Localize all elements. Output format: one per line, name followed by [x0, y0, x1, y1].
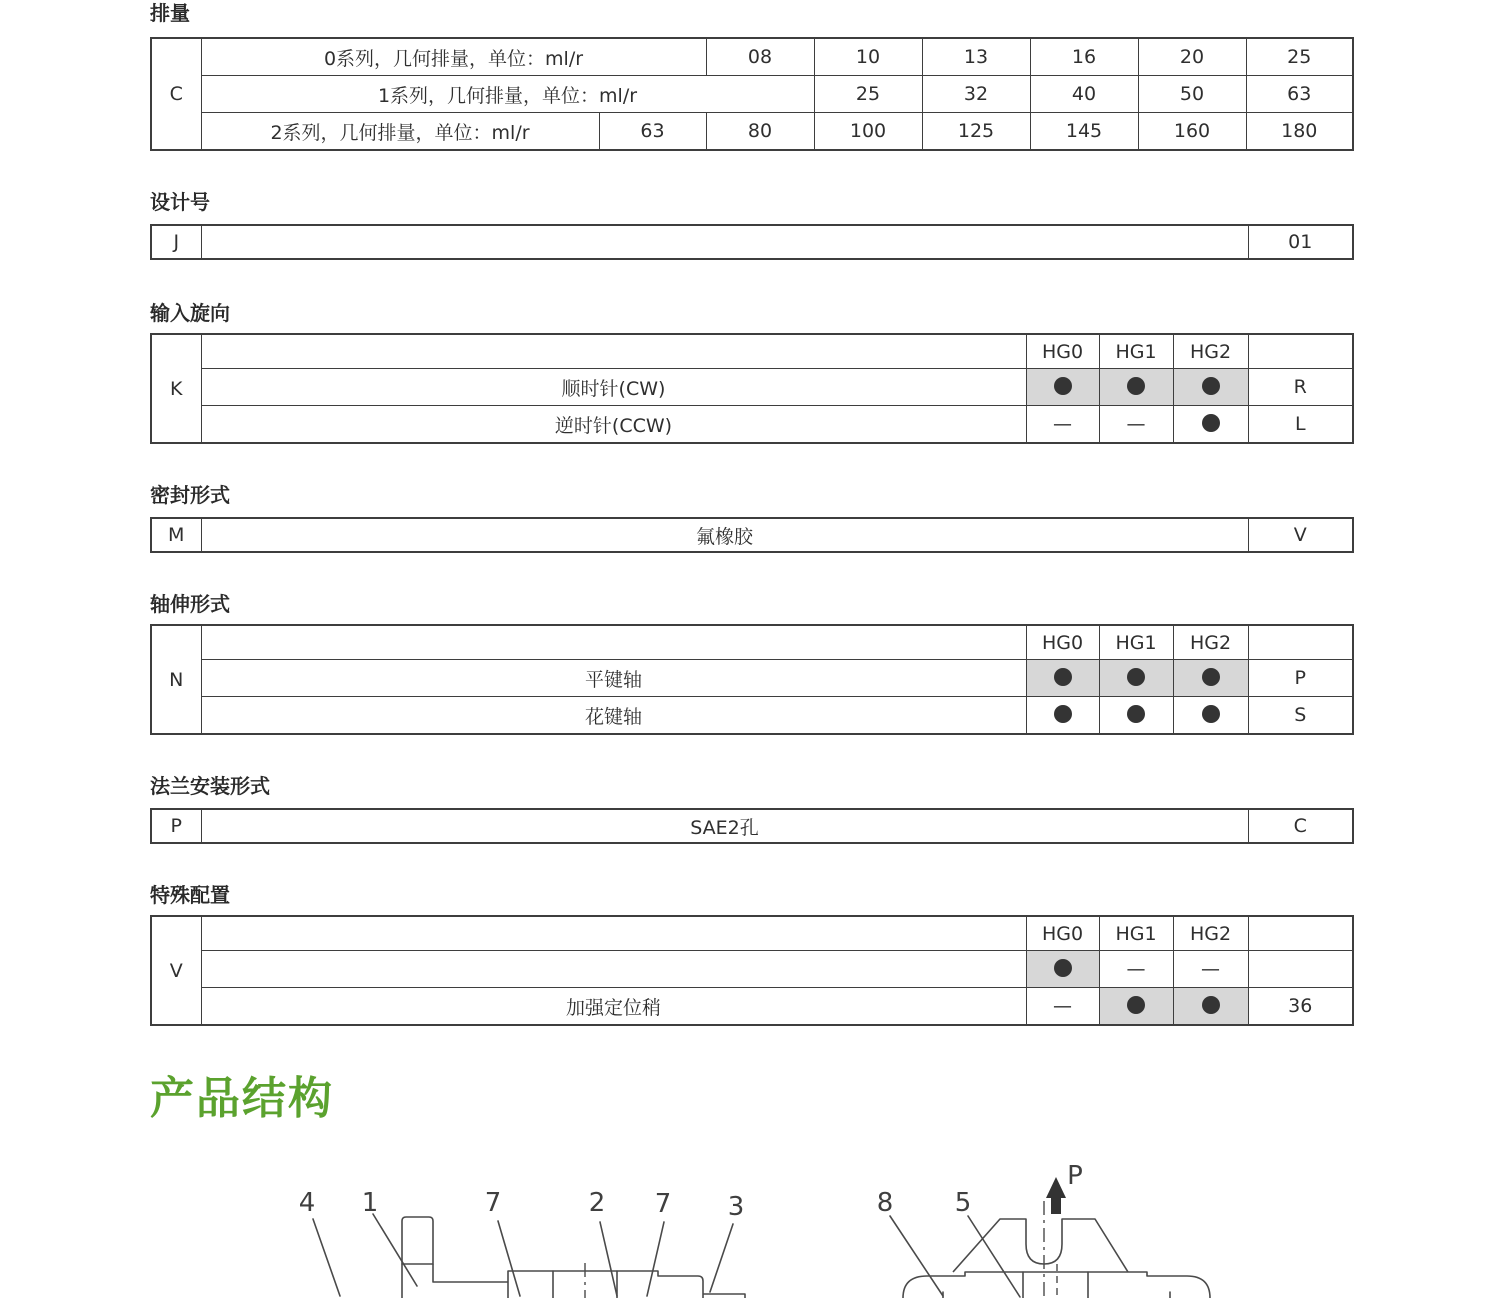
row-label: 加强定位稍	[201, 988, 1026, 1026]
mark-cell	[1173, 406, 1248, 444]
dot-icon	[1127, 996, 1145, 1014]
part-label: 1	[361, 1188, 379, 1218]
mark-cell	[1099, 988, 1173, 1026]
value-cell: R	[1248, 369, 1353, 406]
empty-cell	[201, 334, 1026, 369]
mark-cell	[1026, 951, 1099, 988]
part-label: 5	[954, 1188, 972, 1218]
value-cell	[1248, 951, 1353, 988]
column-header: HG0	[1026, 625, 1099, 660]
value-cell: 25	[814, 76, 922, 113]
value-cell: L	[1248, 406, 1353, 444]
dot-icon	[1127, 377, 1145, 395]
value-cell: 10	[814, 38, 922, 76]
value-cell: 36	[1248, 988, 1353, 1026]
value-cell: 160	[1138, 113, 1246, 151]
page	[150, 2, 1352, 1298]
mark-cell	[1099, 369, 1173, 406]
pump-section-drawing-left	[290, 1156, 790, 1298]
value-cell: 40	[1030, 76, 1138, 113]
value-cell: 180	[1246, 113, 1353, 151]
flange-table	[150, 808, 1354, 844]
displacement-table	[150, 37, 1354, 151]
row-label: 花键轴	[201, 697, 1026, 735]
seal-code: M	[151, 518, 201, 552]
column-header: HG2	[1173, 334, 1248, 369]
value-cell: 20	[1138, 38, 1246, 76]
row-label	[201, 225, 1248, 259]
dot-icon	[1127, 668, 1145, 686]
row-label: 1系列，几何排量，单位：ml/r	[201, 76, 814, 113]
mark-cell: —	[1026, 988, 1099, 1026]
mark-cell: —	[1173, 951, 1248, 988]
rotation-table	[150, 333, 1354, 444]
row-label: 平键轴	[201, 660, 1026, 697]
structure-drawings	[150, 1156, 1352, 1298]
value-cell: 63	[1246, 76, 1353, 113]
pump-section-drawing-right	[850, 1156, 1350, 1298]
design-no-heading: 设计号	[150, 190, 210, 214]
value-cell: 08	[706, 38, 814, 76]
seal-table	[150, 517, 1354, 553]
value-cell: 80	[706, 113, 814, 151]
value-cell: S	[1248, 697, 1353, 735]
part-label: 8	[876, 1188, 894, 1218]
value-cell: 100	[814, 113, 922, 151]
mark-cell	[1026, 369, 1099, 406]
row-label: 0系列，几何排量，单位：ml/r	[201, 38, 706, 76]
column-header: HG0	[1026, 334, 1099, 369]
value-cell: 145	[1030, 113, 1138, 151]
seal-heading: 密封形式	[150, 483, 230, 507]
dot-icon	[1054, 668, 1072, 686]
dot-icon	[1127, 705, 1145, 723]
displacement-heading: 排量	[150, 1, 190, 25]
value-cell: 13	[922, 38, 1030, 76]
column-header: HG2	[1173, 625, 1248, 660]
value-cell: 50	[1138, 76, 1246, 113]
flange-code: P	[151, 809, 201, 843]
design-no-table	[150, 224, 1354, 260]
value-cell: P	[1248, 660, 1353, 697]
dot-icon	[1202, 414, 1220, 432]
row-label	[201, 951, 1026, 988]
empty-cell	[1248, 625, 1353, 660]
dot-icon	[1054, 705, 1072, 723]
mark-cell	[1173, 660, 1248, 697]
row-label: 氟橡胶	[201, 518, 1248, 552]
shaft-code: N	[151, 625, 201, 734]
structure-heading: 产品结构	[150, 1073, 334, 1124]
mark-cell	[1099, 697, 1173, 735]
value-cell: C	[1248, 809, 1353, 843]
value-cell: 125	[922, 113, 1030, 151]
mark-cell	[1173, 369, 1248, 406]
flange-heading: 法兰安装形式	[150, 774, 270, 798]
value-cell: 32	[922, 76, 1030, 113]
row-label: 逆时针(CCW)	[201, 406, 1026, 444]
mark-cell	[1026, 697, 1099, 735]
empty-cell	[1248, 916, 1353, 951]
value-cell: 01	[1248, 225, 1353, 259]
mark-cell	[1099, 660, 1173, 697]
mark-cell: —	[1026, 406, 1099, 444]
port-label: P	[1067, 1161, 1083, 1191]
value-cell: 25	[1246, 38, 1353, 76]
rotation-code: K	[151, 334, 201, 443]
pressure-arrow-icon	[1046, 1177, 1066, 1214]
mark-cell: —	[1099, 951, 1173, 988]
column-header: HG0	[1026, 916, 1099, 951]
part-label: 7	[654, 1189, 672, 1219]
column-header: HG2	[1173, 916, 1248, 951]
part-label: 3	[727, 1192, 745, 1222]
shaft-heading: 轴伸形式	[150, 592, 230, 616]
dot-icon	[1202, 377, 1220, 395]
empty-cell	[1248, 334, 1353, 369]
mark-cell	[1173, 697, 1248, 735]
special-table	[150, 915, 1354, 1026]
column-header: HG1	[1099, 625, 1173, 660]
dot-icon	[1202, 996, 1220, 1014]
empty-cell	[201, 625, 1026, 660]
design-no-code: J	[151, 225, 201, 259]
row-label: 2系列，几何排量，单位：ml/r	[201, 113, 599, 151]
special-heading: 特殊配置	[150, 883, 230, 907]
value-cell: 63	[599, 113, 706, 151]
row-label: SAE2孔	[201, 809, 1248, 843]
dot-icon	[1202, 668, 1220, 686]
row-label: 顺时针(CW)	[201, 369, 1026, 406]
empty-cell	[201, 916, 1026, 951]
part-label: 2	[588, 1188, 606, 1218]
part-label: 7	[484, 1188, 502, 1218]
mark-cell	[1026, 660, 1099, 697]
mark-cell: —	[1099, 406, 1173, 444]
dot-icon	[1054, 377, 1072, 395]
displacement-code: C	[151, 38, 201, 150]
column-header: HG1	[1099, 334, 1173, 369]
part-label: 4	[298, 1188, 316, 1218]
column-header: HG1	[1099, 916, 1173, 951]
dot-icon	[1202, 705, 1220, 723]
shaft-table	[150, 624, 1354, 735]
dot-icon	[1054, 959, 1072, 977]
value-cell: 16	[1030, 38, 1138, 76]
mark-cell	[1173, 988, 1248, 1026]
rotation-heading: 输入旋向	[150, 301, 230, 325]
value-cell: V	[1248, 518, 1353, 552]
special-code: V	[151, 916, 201, 1025]
